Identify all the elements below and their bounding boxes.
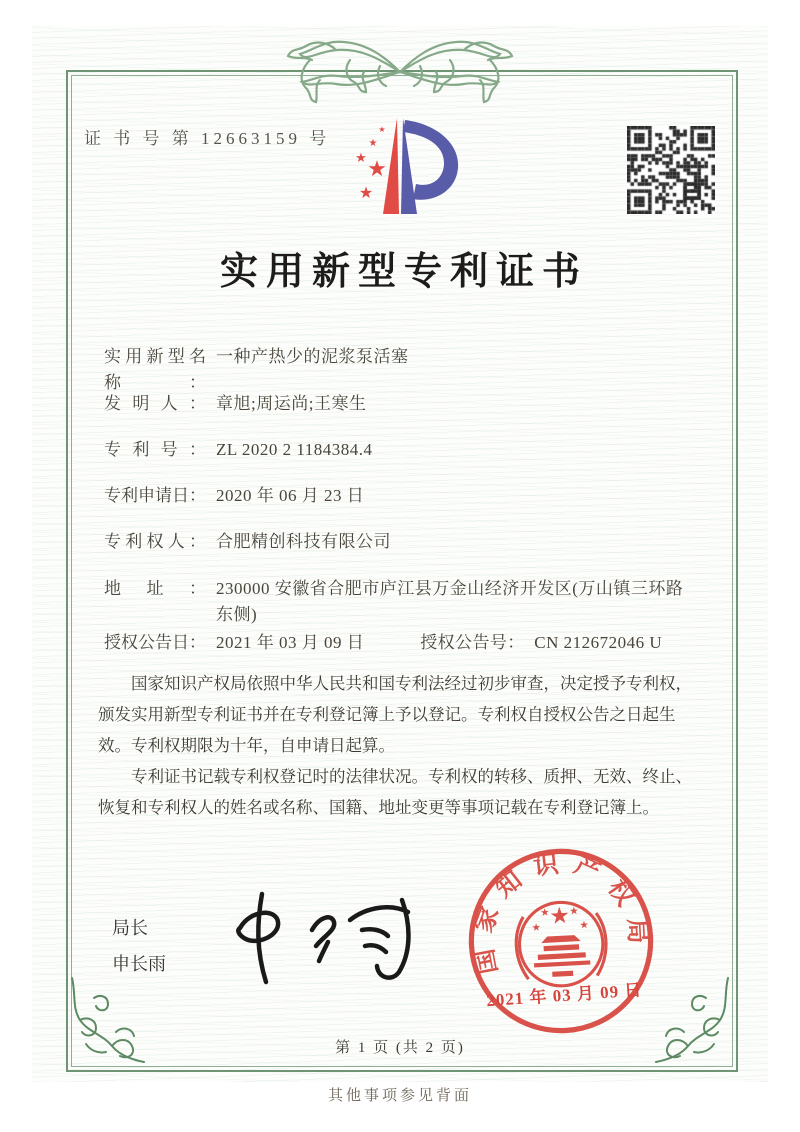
star-icon: ★ — [368, 138, 378, 149]
star-icon: ★ — [355, 151, 367, 166]
qr-code — [627, 126, 715, 214]
svg-text:★: ★ — [579, 919, 590, 932]
field-label: 专利申请日： — [104, 486, 206, 505]
seal-ring-text: 国家知识产权局 — [469, 849, 652, 977]
field-grant-row — [104, 630, 662, 656]
star-icon: ★ — [367, 157, 387, 182]
star-icon: ★ — [378, 125, 386, 134]
certificate-title: 实用新型专利证书 — [219, 251, 588, 293]
field-value: 2020 年 06 月 23 日 — [216, 486, 365, 505]
field-value: 章旭;周运尚;王寒生 — [216, 394, 367, 413]
field-value: 合肥精创科技有限公司 — [216, 532, 391, 551]
field-label: 发明人： — [104, 394, 206, 413]
field-utility-model-name — [104, 344, 409, 395]
official-seal — [457, 837, 665, 1045]
seal-date: 2021 年 03 月 09 日 — [485, 980, 643, 1011]
field-address — [104, 576, 684, 627]
commissioner-title: 局长 — [112, 918, 148, 938]
star-icon: ★ — [358, 183, 374, 202]
top-flourish-ornament — [240, 30, 560, 110]
svg-text:★: ★ — [548, 902, 571, 930]
svg-text:★: ★ — [569, 904, 580, 918]
field-patent-number — [104, 437, 373, 463]
svg-text:★: ★ — [539, 906, 550, 919]
field-label: 授权公告日： — [104, 633, 206, 652]
field-value: 2021 年 03 月 09 日 — [216, 633, 365, 652]
field-value: ZL 2020 2 1184384.4 — [216, 440, 373, 459]
field-filing-date — [104, 483, 364, 509]
page-number: 第 1 页 (共 2 页) — [335, 1040, 465, 1056]
field-label: 专利号： — [104, 440, 206, 459]
logo-p-mark — [383, 118, 458, 214]
field-grant-number — [420, 630, 662, 656]
field-label: 授权公告号： — [420, 633, 525, 652]
legal-text — [98, 668, 704, 823]
field-value: 一种产热少的泥浆泵活塞 — [216, 347, 409, 366]
svg-text:★: ★ — [531, 921, 542, 935]
commissioner-signature — [222, 888, 437, 988]
field-label: 专利权人： — [104, 532, 206, 551]
commissioner-name: 申长雨 — [112, 954, 166, 974]
field-patentee — [104, 529, 391, 555]
national-emblem-icon — [514, 900, 608, 988]
field-value: 230000 安徽省合肥市庐江县万金山经济开发区(万山镇三环路东侧) — [216, 579, 684, 624]
field-label: 地址： — [104, 579, 206, 598]
legal-paragraph-1: 国家知识产权局依照中华人民共和国专利法经过初步审查，决定授予专利权，颁发实用新型专利证书并在专利登记簿上予以登记。专利权自授权公告之日起生效。专利权期限为十年，自申请日起算。 — [98, 674, 692, 756]
field-inventor — [104, 391, 366, 417]
field-value: CN 212672046 U — [534, 633, 663, 652]
certificate-number: 证 书 号 第 12663159 号 — [84, 129, 331, 148]
back-note: 其他事项参见背面 — [327, 1088, 472, 1104]
cnipa-logo — [333, 108, 468, 228]
legal-paragraph-2: 专利证书记载专利权登记时的法律状况。专利权的转移、质押、无效、终止、恢复和专利权人的姓名或名称、国籍、地址变更等事项记载在专利登记簿上。 — [98, 767, 692, 818]
field-label: 实用新型名称： — [104, 347, 206, 392]
